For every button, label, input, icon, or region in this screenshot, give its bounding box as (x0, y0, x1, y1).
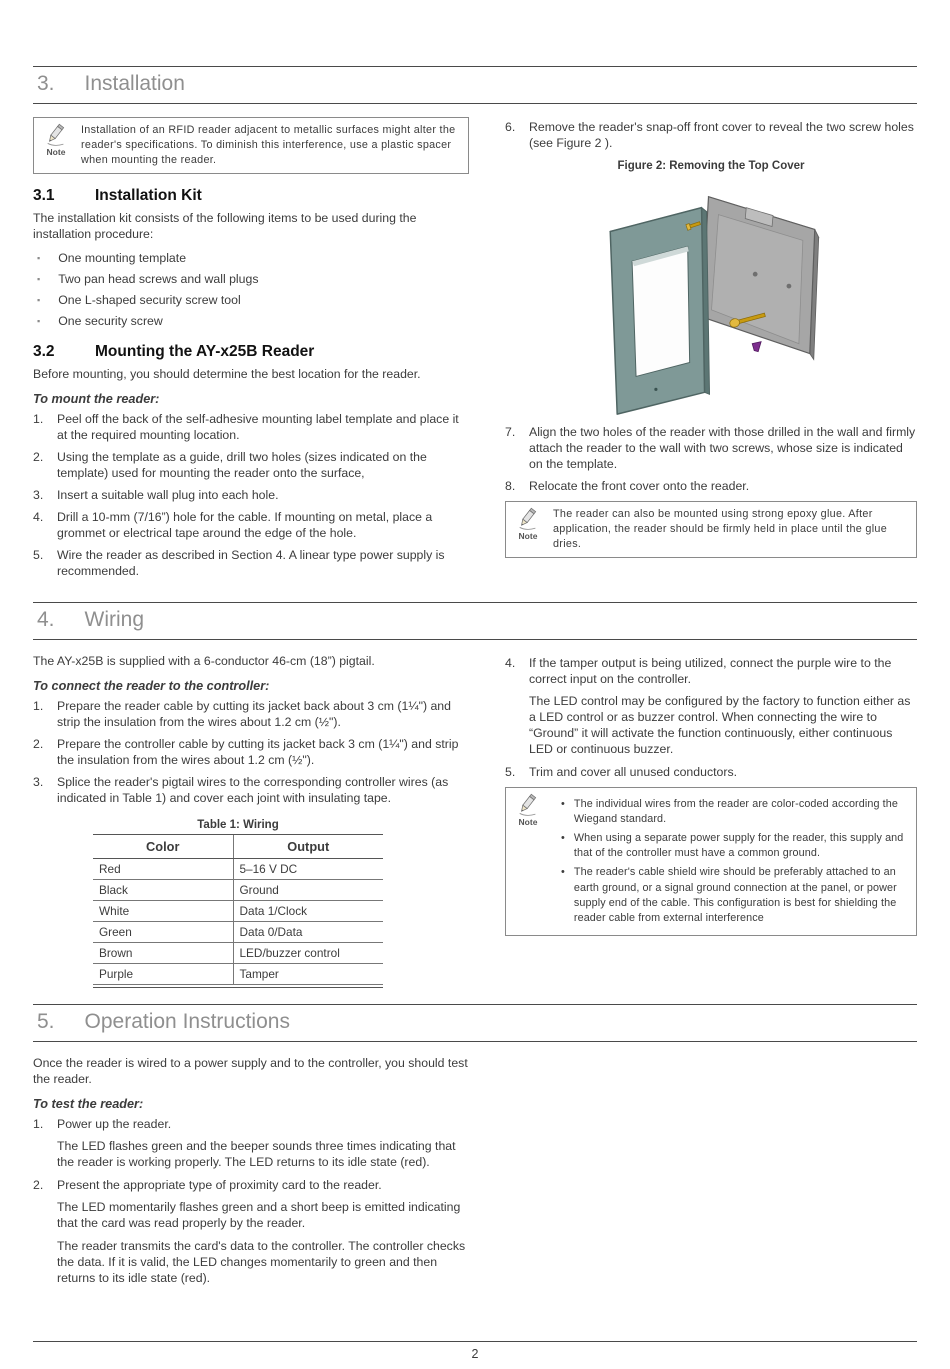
wiring-right-column (505, 650, 917, 988)
note-box-epoxy-glue (505, 501, 917, 558)
note-box-metallic-surfaces (33, 117, 469, 174)
note-pencil-icon (516, 507, 540, 531)
list-item (33, 412, 469, 444)
list-item (33, 450, 469, 482)
list-item (505, 120, 917, 152)
cell-output: 5–16 V DC (233, 858, 383, 879)
subsection-number: 3.2 (33, 343, 55, 361)
subsection-title: Mounting the AY-x25B Reader (95, 343, 315, 361)
table-header-row (93, 834, 383, 858)
section-number: 3. (37, 72, 55, 95)
list-item (33, 272, 469, 288)
step-text: Splice the reader's pigtail wires to the corresponding controller wires (as indicated in Table 1) and cover each joint with insulating tape. (57, 775, 449, 805)
list-item-text: ▪ One security screw (58, 314, 163, 329)
list-item (505, 765, 917, 781)
list-item (505, 425, 917, 473)
list-item (33, 488, 469, 504)
step-text: Wire the reader as described in Section 4. A linear type power supply is recommended. (57, 548, 445, 579)
mounting-steps-list (33, 412, 469, 580)
section-heading-wiring (33, 602, 917, 640)
step-number: 2. (33, 450, 44, 465)
operation-steps-list (33, 1117, 469, 1287)
step-text: Align the two holes of the reader with those drilled in the wall and firmly attach the reader to the wall with two screws, whose size is indicated on the template. (529, 424, 916, 471)
step-text: Trim and cover all unused conductors. (529, 764, 738, 779)
note-bullet (553, 865, 908, 925)
table-header-color: Color (93, 834, 233, 858)
subsection-heading-installation-kit (33, 187, 469, 205)
step-text: Prepare the controller cable by cutting its jacket back 3 cm (1¼") and strip the insulation from the wires about 1.2 cm (½"). (57, 737, 459, 768)
mounting-steps-continued-2 (505, 425, 917, 495)
step-extra-paragraph: The LED momentarily flashes green and a short beep is emitted indicating that the card was read properly by the reader. (57, 1199, 461, 1230)
procedure-lead: To mount the reader: (33, 392, 160, 407)
list-item (33, 737, 469, 769)
note-bullet-text: • When using a separate power supply for the reader, this supply and that of the controller must have a common ground. (573, 832, 904, 860)
paragraph: Before mounting, you should determine the best location for the reader. (33, 367, 421, 382)
wiring-steps-continued (505, 656, 917, 781)
step-number: 8. (505, 478, 516, 493)
step-text: Peel off the back of the self-adhesive mounting label template and place it at the required mounting location. (57, 412, 459, 443)
procedure-lead: To connect the reader to the controller: (33, 679, 270, 694)
list-item (33, 548, 469, 580)
figure-2 (505, 174, 917, 419)
step-number: 3. (33, 488, 44, 503)
page-footer (33, 1341, 917, 1369)
figure-caption: Figure 2: Removing the Top Cover (617, 159, 805, 172)
step-text: Present the appropriate type of proximity card to the reader. (57, 1177, 382, 1192)
list-item (505, 656, 917, 688)
paragraph: The installation kit consists of the following items to be used during the installation procedure: (33, 211, 417, 242)
list-item (33, 699, 469, 731)
wiring-left-column (33, 650, 469, 988)
table-row (93, 921, 383, 942)
paragraph: Once the reader is wired to a power supply and to the controller, you should test the reader. (33, 1055, 468, 1086)
section-heading-operation (33, 1004, 917, 1042)
subsection-title: Installation Kit (95, 187, 202, 205)
cell-color: Purple (93, 963, 233, 984)
note-icon-wrap (512, 507, 544, 552)
paragraph: The AY-x25B is supplied with a 6-conductor 46-cm (18”) pigtail. (33, 654, 375, 669)
wiring-steps-list (33, 699, 469, 807)
note-text: The reader can also be mounted using strong epoxy glue. After application, the reader should be firmly held in place until the glue dries. (553, 507, 888, 551)
note-label: Note (518, 530, 538, 541)
cell-color: Green (93, 921, 233, 942)
section-number: 4. (37, 608, 55, 632)
step-text: Using the template as a guide, drill two holes (sizes indicated on the template) used for mounting the reader onto the surface, (57, 450, 427, 481)
step-text: Insert a suitable wall plug into each hole. (57, 488, 279, 503)
list-item (33, 251, 469, 267)
list-item (33, 293, 469, 309)
note-icon-wrap (40, 123, 72, 168)
step-text: Drill a 10-mm (7/16”) hole for the cable. If mounting on metal, place a grommet or electrical tape around the edge of the hole. (57, 510, 433, 541)
step-number: 7. (505, 424, 516, 439)
list-item (33, 510, 469, 542)
step-text: Relocate the front cover onto the reader. (529, 478, 750, 493)
step-number: 5. (33, 548, 44, 563)
section-number: 5. (37, 1009, 55, 1033)
step-text: If the tamper output is being utilized, connect the purple wire to the correct input on the controller. (529, 656, 892, 687)
installation-kit-list (33, 251, 469, 330)
note-bullet-text: • The individual wires from the reader are color-coded according the Wiegand standard. (573, 797, 898, 826)
cell-output: Ground (233, 879, 383, 900)
step-number: 2. (33, 737, 44, 752)
step-extra-paragraph: The reader transmits the card's data to the controller. The controller checks the data. If it is valid, the LED changes momentarily to green and then returns to its idle state (red). (57, 1238, 466, 1285)
cell-output: Data 0/Data (233, 921, 383, 942)
mounting-steps-continued (505, 120, 917, 152)
step-number: 1. (33, 699, 44, 714)
list-item-text: ▪ Two pan head screws and wall plugs (58, 272, 259, 287)
cell-color: Black (93, 879, 233, 900)
step-number: 5. (505, 764, 516, 779)
cell-color: Brown (93, 942, 233, 963)
list-item (33, 775, 469, 807)
section-heading-installation (33, 66, 917, 104)
page-number: 2 (471, 1347, 479, 1361)
wiring-columns (33, 650, 917, 988)
note-pencil-icon (516, 793, 540, 817)
operation-content (33, 1052, 469, 1294)
note-text: Installation of an RFID reader adjacent to metallic surfaces might alter the reader's specifications. To diminish this interference, use a plastic spacer when mounting the reader. (81, 124, 456, 167)
security-screw-icon (752, 342, 761, 352)
table-row (93, 858, 383, 879)
list-item (33, 314, 469, 330)
section-title: Operation Instructions (84, 1009, 290, 1033)
step-text: Remove the reader's snap-off front cover to reveal the two screw holes (see Figure 2 ). (529, 120, 914, 150)
table-header-output: Output (233, 834, 383, 858)
step-number: 3. (33, 775, 44, 789)
cell-color: White (93, 900, 233, 921)
note-pencil-icon (44, 123, 68, 147)
wiring-table (93, 834, 383, 985)
cell-output: Tamper (233, 963, 383, 984)
section-title: Installation (84, 72, 185, 95)
table-bottom-rule (93, 987, 383, 988)
installation-columns (33, 114, 917, 586)
step-number: 1. (33, 412, 44, 427)
step-number: 4. (505, 656, 516, 671)
table-row (93, 900, 383, 921)
step-number: 4. (33, 510, 44, 525)
note-box-wiring (505, 787, 917, 936)
step-extra-paragraph: The LED control may be configured by the factory to function either as a LED control or as buzzer control. When connecting the wire to “Ground” it will activate the function continuously, either continuous LED or continuous buzzer. (529, 694, 911, 756)
note-bullet-text: • The reader's cable shield wire should be preferably attached to an earth ground, or a signal ground connection at the panel, or power supply end of the cable. This configuration is best for shielding the reader cable from external interference (573, 866, 897, 924)
note-bullet (553, 797, 908, 827)
note-bullet-list (553, 793, 908, 930)
list-item-text: ▪ One L-shaped security screw tool (58, 293, 241, 308)
installation-right-column (505, 114, 917, 586)
step-number: 6. (505, 120, 516, 134)
note-bullet (553, 831, 908, 861)
table-row (93, 963, 383, 984)
step-number: 1. (33, 1116, 44, 1131)
installation-left-column (33, 114, 469, 586)
table-row (93, 879, 383, 900)
step-number: 2. (33, 1177, 44, 1192)
procedure-lead: To test the reader: (33, 1096, 144, 1111)
cell-color: Red (93, 858, 233, 879)
note-icon-wrap (512, 793, 544, 930)
subsection-number: 3.1 (33, 187, 55, 205)
section-title: Wiring (84, 608, 145, 632)
step-extra-paragraph: The LED flashes green and the beeper sounds three times indicating that the reader is working properly. The LED returns to its idle state (red). (57, 1138, 456, 1169)
step-text: Prepare the reader cable by cutting its jacket back about 3 cm (1¼") and strip the insulation from the wires about 1.2 cm (½"). (57, 699, 451, 730)
note-label: Note (518, 816, 538, 827)
figure-2-reader-illustration (505, 174, 917, 419)
note-label: Note (46, 147, 66, 157)
list-item (505, 479, 917, 495)
list-item (33, 1178, 469, 1194)
table-caption: Table 1: Wiring (197, 818, 279, 831)
subsection-heading-mounting (33, 343, 469, 361)
list-item (33, 1117, 469, 1133)
table-row (93, 942, 383, 963)
cell-output: Data 1/Clock (233, 900, 383, 921)
cell-output: LED/buzzer control (233, 942, 383, 963)
list-item-text: ▪ One mounting template (58, 251, 187, 266)
step-text: Power up the reader. (57, 1116, 172, 1131)
